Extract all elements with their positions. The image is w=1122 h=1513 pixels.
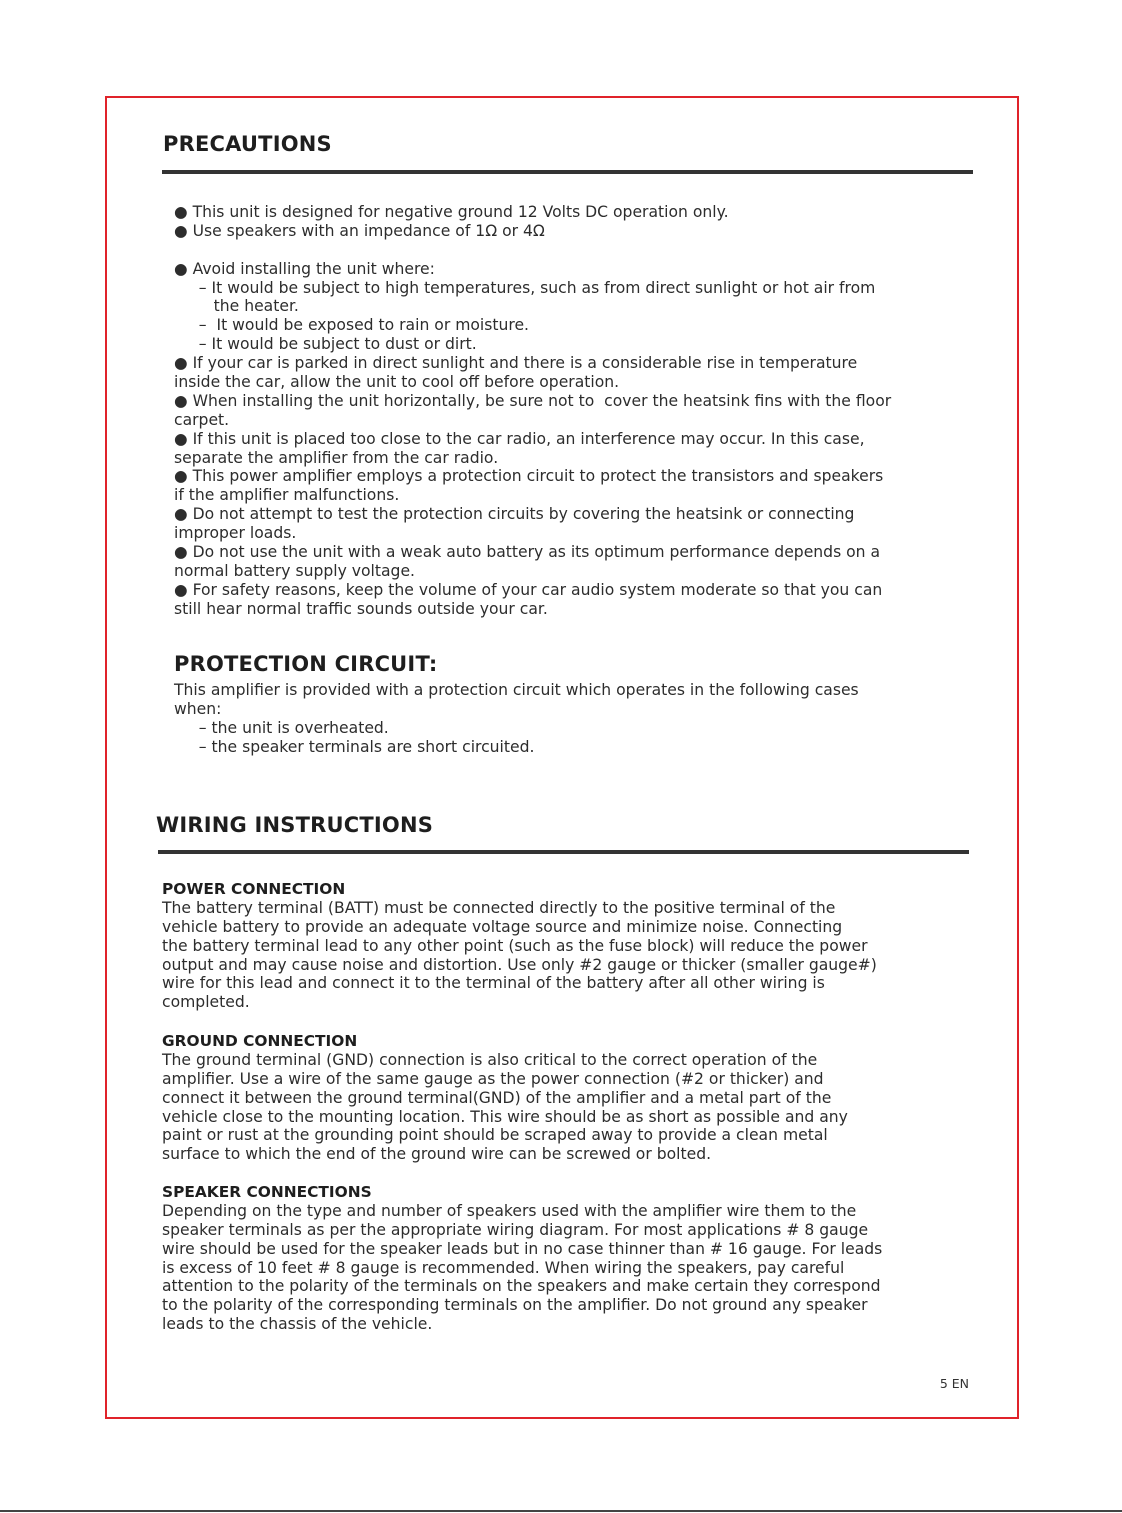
- speaker-connection-line: wire should be used for the speaker leads but in no case thinner than # 16 gauge. For leads: [162, 1239, 883, 1258]
- precaution-line: ● This power amplifier employs a protection circuit to protect the transistors and speakers: [174, 467, 884, 486]
- power-connection-line: The battery terminal (BATT) must be connected directly to the positive terminal of the: [162, 898, 836, 917]
- precaution-line: improper loads.: [174, 524, 297, 543]
- precaution-line: the heater.: [174, 297, 299, 316]
- speaker-connection-line: leads to the chassis of the vehicle.: [162, 1315, 433, 1334]
- precaution-line: separate the amplifier from the car radio.: [174, 448, 499, 467]
- power-connection-line: completed.: [162, 993, 250, 1012]
- speaker-connections-heading: SPEAKER CONNECTIONS: [162, 1183, 372, 1201]
- precaution-line: normal battery supply voltage.: [174, 561, 416, 580]
- precautions-list: [174, 203, 891, 619]
- ground-connection-line: The ground terminal (GND) connection is also critical to the correct operation of the: [162, 1050, 818, 1069]
- precautions-title: PRECAUTIONS: [163, 132, 332, 156]
- precaution-line: ● If this unit is placed too close to the car radio, an interference may occur. In this case,: [174, 429, 865, 448]
- speaker-connection-line: speaker terminals as per the appropriate wiring diagram. For most applications # 8 gauge: [162, 1220, 869, 1239]
- power-connection-line: vehicle battery to provide an adequate voltage source and minimize noise. Connecting: [162, 917, 843, 936]
- speaker-connections-section: [162, 1183, 882, 1334]
- precaution-line: inside the car, allow the unit to cool off before operation.: [174, 373, 620, 392]
- precaution-line: carpet.: [174, 410, 230, 429]
- power-connection-line: wire for this lead and connect it to the terminal of the battery after all other wiring is: [162, 974, 825, 993]
- precaution-line: ● For safety reasons, keep the volume of your car audio system moderate so that you can: [174, 580, 883, 599]
- speaker-connection-line: attention to the polarity of the terminals on the speakers and make certain they correspond: [162, 1277, 881, 1296]
- speaker-connection-line: Depending on the type and number of speakers used with the amplifier wire them to the: [162, 1201, 857, 1220]
- page-bottom-edge: [0, 1510, 1122, 1512]
- precaution-line: ● Do not attempt to test the protection circuits by covering the heatsink or connecting: [174, 505, 855, 524]
- precaution-line: – It would be exposed to rain or moisture.: [174, 316, 530, 335]
- power-connection-section: [162, 880, 877, 1012]
- precaution-line: ● Use speakers with an impedance of 1Ω or 4Ω: [174, 221, 545, 240]
- ground-connection-section: [162, 1032, 848, 1164]
- protection-circuit-text: [174, 681, 859, 757]
- precaution-line: ● When installing the unit horizontally, be sure not to cover the heatsink fins with the floor: [174, 391, 892, 410]
- power-connection-line: output and may cause noise and distortion. Use only #2 gauge or thicker (smaller gauge#): [162, 955, 877, 974]
- precaution-line: – It would be subject to high temperatures, such as from direct sunlight or hot air from: [174, 278, 876, 297]
- precaution-line: ● This unit is designed for negative ground 12 Volts DC operation only.: [174, 203, 729, 221]
- precaution-line: ● Do not use the unit with a weak auto battery as its optimum performance depends on a: [174, 543, 881, 562]
- page-number: 5 EN: [939, 1376, 969, 1391]
- ground-connection-heading: GROUND CONNECTION: [162, 1032, 358, 1050]
- protection-circuit-title: PROTECTION CIRCUIT:: [174, 652, 438, 676]
- power-connection-heading: POWER CONNECTION: [162, 880, 346, 898]
- wiring-divider: [158, 850, 969, 854]
- ground-connection-line: amplifier. Use a wire of the same gauge as the power connection (#2 or thicker) and: [162, 1069, 824, 1088]
- ground-connection-line: paint or rust at the grounding point should be scraped away to provide a clean metal: [162, 1126, 828, 1145]
- power-connection-line: the battery terminal lead to any other point (such as the fuse block) will reduce the power: [162, 936, 868, 955]
- precaution-line: – It would be subject to dust or dirt.: [174, 335, 477, 354]
- protection-line: – the unit is overheated.: [174, 718, 389, 737]
- ground-connection-line: surface to which the end of the ground wire can be screwed or bolted.: [162, 1145, 712, 1164]
- precaution-line: [174, 241, 891, 260]
- precaution-line: still hear normal traffic sounds outside your car.: [174, 599, 548, 618]
- speaker-connection-line: to the polarity of the corresponding terminals on the amplifier. Do not ground any speaker: [162, 1296, 868, 1315]
- protection-line: This amplifier is provided with a protection circuit which operates in the following cases: [174, 681, 859, 699]
- protection-line: – the speaker terminals are short circuited.: [174, 737, 535, 756]
- precaution-line: ● If your car is parked in direct sunlight and there is a considerable rise in temperature: [174, 354, 858, 373]
- precaution-line: if the amplifier malfunctions.: [174, 486, 400, 505]
- precaution-line: ● Avoid installing the unit where:: [174, 259, 435, 278]
- precautions-divider: [162, 170, 973, 174]
- ground-connection-line: connect it between the ground terminal(GND) of the amplifier and a metal part of the: [162, 1088, 832, 1107]
- speaker-connection-line: is excess of 10 feet # 8 gauge is recommended. When wiring the speakers, pay careful: [162, 1258, 845, 1277]
- protection-line: when:: [174, 699, 222, 718]
- ground-connection-line: vehicle close to the mounting location. This wire should be as short as possible and any: [162, 1107, 848, 1126]
- wiring-instructions-title: WIRING INSTRUCTIONS: [156, 813, 434, 837]
